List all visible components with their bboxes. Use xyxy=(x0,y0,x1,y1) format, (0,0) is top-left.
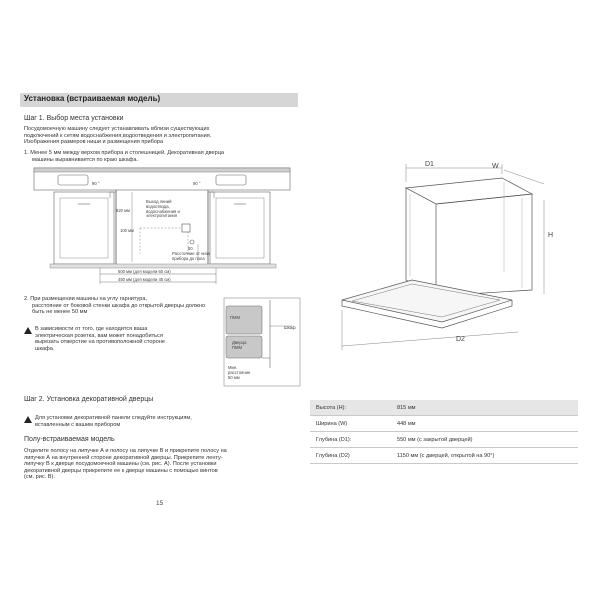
dim-label-w: W xyxy=(492,163,499,170)
width-60-label: 600 мм (для модели 60 см) xyxy=(118,269,171,274)
dishwasher-dimension-drawing xyxy=(322,160,562,360)
step1-title: Шаг 1. Выбор места установки xyxy=(24,115,124,122)
spec-value: 815 мм xyxy=(391,400,578,416)
corner-door-label: Дверца ПММ xyxy=(232,340,247,350)
dim-820-label: 820 мм xyxy=(116,208,130,213)
water-outlet-label: Выход линий водоотвода, водоснабжения и электропитания xyxy=(146,199,180,219)
corner-min-label: Мин. расстояние 50 мм xyxy=(228,365,251,380)
section-header xyxy=(20,93,298,107)
spec-value: 550 мм (с закрытой дверцей) xyxy=(391,432,578,448)
floor-distance-label: Расстояние от низа прибора до пола xyxy=(172,251,211,261)
spec-label: Глубина (D1): xyxy=(310,432,391,448)
section-title: Установка (встраиваемая модель) xyxy=(24,94,161,103)
table-row xyxy=(310,416,578,432)
step2-warning: Для установки декоративной панели следуйте инструкциям, вставленным с вашим прибором xyxy=(35,415,192,428)
angle-label-right: 90 ° xyxy=(193,181,201,186)
corner-cabinet-label: Шкаф xyxy=(284,325,296,330)
width-45-label: 450 мм (для модели 45 см) xyxy=(118,277,171,282)
dim-label-d1: D1 xyxy=(425,161,434,168)
spec-value: 448 мм xyxy=(391,416,578,432)
step2-body: Отделите полосу на липучке А и полосу на липучке В и прикрепите полосу на липучке А на внутренней стороне декоративной дверцы. Прикрепите ленту- липучку В к дверце посудомоечной машины (см. рис. А). После установки декоративной дверцы прикрепите ее к дверце машины с помощью винтов (см. рис. В). xyxy=(24,448,227,481)
step2-subtitle: Полу-встраиваемая модель xyxy=(24,436,115,443)
step2-title: Шаг 2. Установка декоративной дверцы xyxy=(24,396,154,403)
corner-pmm-label: ПММ xyxy=(230,315,240,320)
spec-label: Глубина (D2) xyxy=(310,448,391,464)
spec-label: Высота (H): xyxy=(310,400,391,416)
page-number: 15 xyxy=(156,500,164,507)
spec-value: 1150 мм (с дверцей, открытой на 90°) xyxy=(391,448,578,464)
step1-intro: Посудомоечную машину следует устанавливать вблизи существующих подключений к сетям водоснабжения,водоотведения и электропитания. Изображения размеров ниши и размещения прибора xyxy=(24,126,212,146)
warning-icon-step2 xyxy=(24,416,32,423)
dim-label-h: H xyxy=(548,232,554,239)
step1-warning: В зависимости от того, где находится ваша электрическая розетка, вам может понадобиться вырезать отверстие на противоположной стороне шкафа. xyxy=(35,326,165,352)
angle-label-left: 90 ° xyxy=(92,181,100,186)
dim-label-d2: D2 xyxy=(456,336,465,343)
warning-icon xyxy=(24,327,32,334)
step1-note1: 1. Менее 5 мм между верхом прибора и столешницей. Декоративная дверца машины выравнивается по краю шкафа. xyxy=(24,150,225,163)
step1-note2: 2. При размещении машины на углу гарнитура, расстояние от боковой стенки шкафа до открытой дверцы должно быть не менее 50 мм xyxy=(24,296,206,316)
table-row xyxy=(310,448,578,464)
dim-80-label: 80 xyxy=(188,246,193,251)
table-row xyxy=(310,400,578,416)
dim-100-label: 100 мм xyxy=(120,228,134,233)
table-row xyxy=(310,432,578,448)
spec-table xyxy=(310,400,578,464)
spec-label: Ширина (W) xyxy=(310,416,391,432)
